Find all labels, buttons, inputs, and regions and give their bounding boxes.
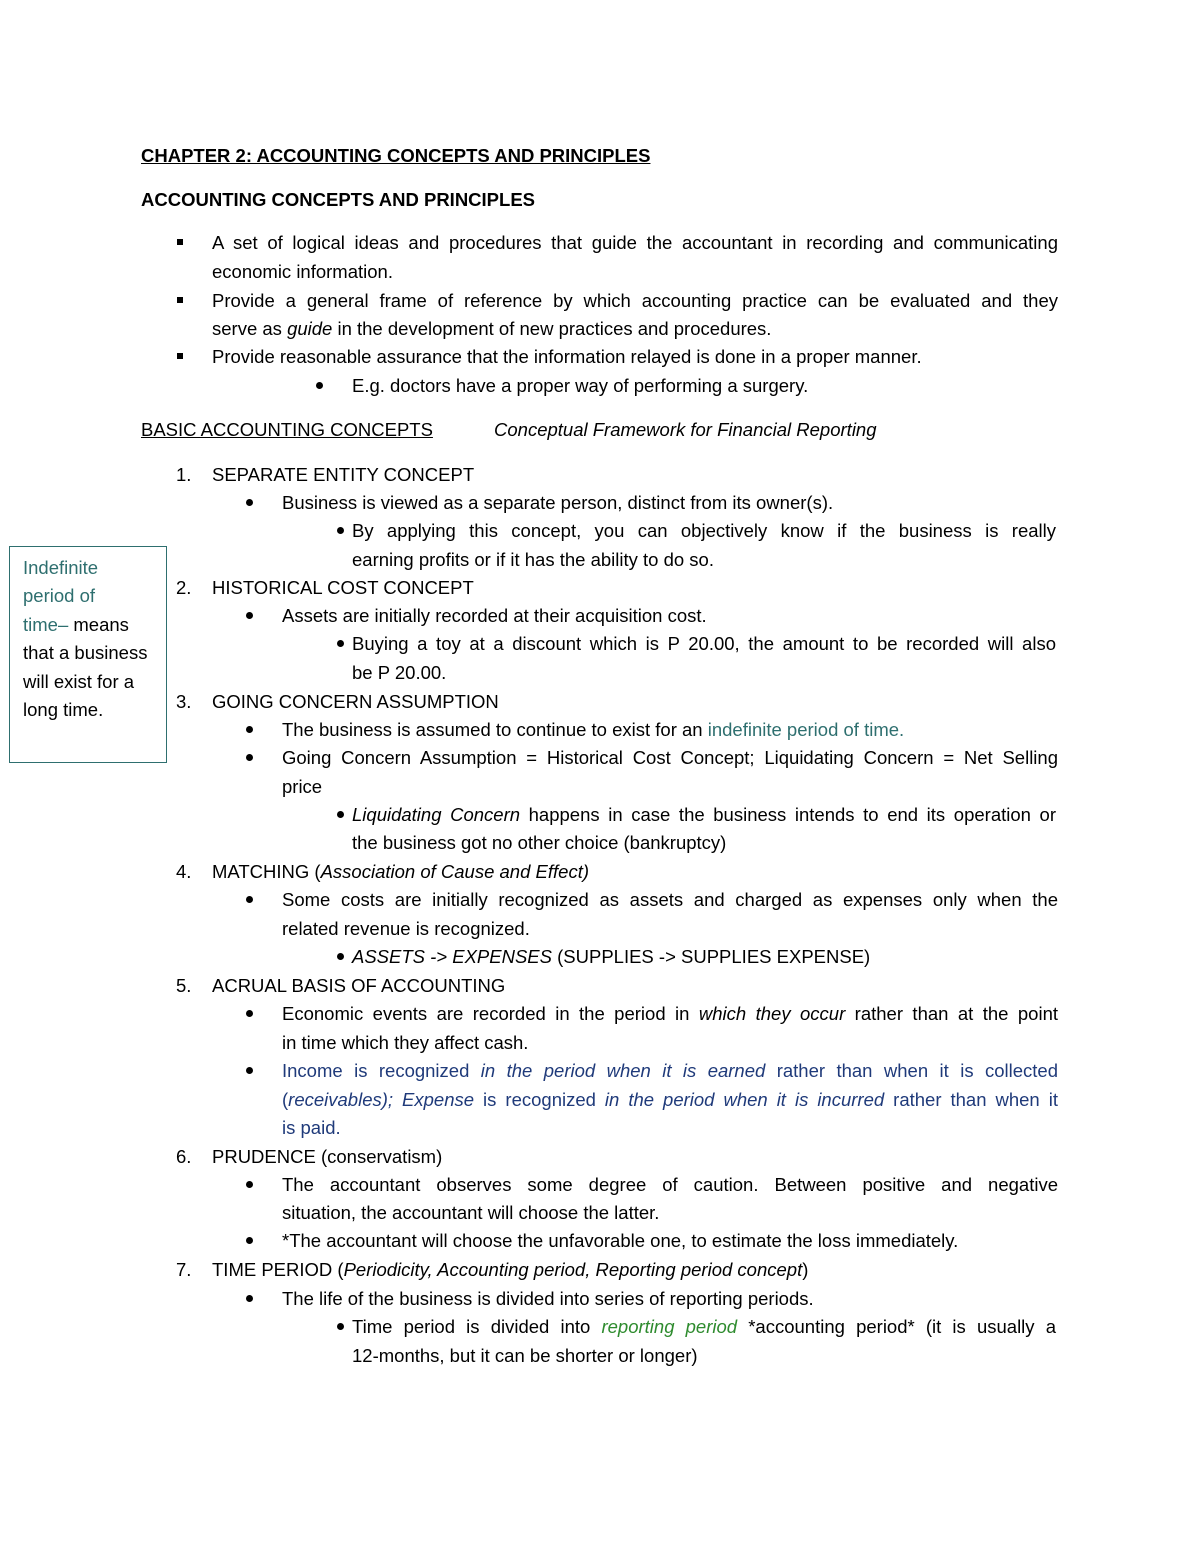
concept-3-bullet-2-line-2: price <box>282 776 323 797</box>
bullet-dot-icon <box>246 726 253 733</box>
list-number: 1. <box>176 464 192 485</box>
concept-6-bullet-1-line-1: The accountant observes some degree of caution. Between positive and negative <box>282 1174 1058 1195</box>
intro-bullet-1-line-2: economic information. <box>212 261 393 282</box>
concept-3-sub-line-1: Liquidating Concern happens in case the business intends to end its operation or <box>352 804 1056 825</box>
concept-1-title: SEPARATE ENTITY CONCEPT <box>212 464 475 485</box>
bullet-dot-icon <box>246 612 253 619</box>
bullet-dot-icon <box>246 1010 253 1017</box>
concept-1-bullet: Business is viewed as a separate person, distinct from its owner(s). <box>282 492 834 513</box>
concept-2-bullet: Assets are initially recorded at their acquisition cost. <box>282 605 707 626</box>
concept-5-bullet-1-line-1: Economic events are recorded in the period in which they occur rather than at the point <box>282 1003 1058 1024</box>
basic-concepts-heading: BASIC ACCOUNTING CONCEPTS <box>141 419 433 440</box>
bullet-dot-icon <box>246 1295 253 1302</box>
side-note-box <box>9 546 167 763</box>
concept-6-bullet-2: *The accountant will choose the unfavorable one, to estimate the loss immediately. <box>282 1230 959 1251</box>
section-heading: ACCOUNTING CONCEPTS AND PRINCIPLES <box>141 189 536 210</box>
bullet-dot-icon <box>246 1181 253 1188</box>
intro-bullet-2-line-1: Provide a general frame of reference by which accounting practice can be evaluated and they <box>212 290 1058 311</box>
concept-4-bullet-line-1: Some costs are initially recognized as assets and charged as expenses only when the <box>282 889 1058 910</box>
square-bullet-icon <box>177 353 183 359</box>
intro-bullet-2-line-2: serve as guide in the development of new practices and procedures. <box>212 318 772 339</box>
bullet-dot-icon <box>337 811 344 818</box>
intro-bullet-3: Provide reasonable assurance that the information relayed is done in a proper manner. <box>212 346 922 367</box>
square-bullet-icon <box>177 239 183 245</box>
bullet-dot-icon <box>246 1067 253 1074</box>
concept-4-sub: ASSETS -> EXPENSES (SUPPLIES -> SUPPLIES EXPENSE) <box>352 946 871 967</box>
bullet-dot-icon <box>337 640 344 647</box>
side-note-line: Indefinite <box>23 557 99 578</box>
concept-7-title: TIME PERIOD (Periodicity, Accounting period, Reporting period concept) <box>212 1259 809 1280</box>
list-number: 5. <box>176 975 192 996</box>
bullet-dot-icon <box>246 754 253 761</box>
list-number: 4. <box>176 861 192 882</box>
bullet-dot-icon <box>316 382 323 389</box>
side-note-line: time– means <box>23 614 129 635</box>
side-note-line: long time. <box>23 699 104 720</box>
bullet-dot-icon <box>337 953 344 960</box>
concept-3-title: GOING CONCERN ASSUMPTION <box>212 691 499 712</box>
concept-7-bullet: The life of the business is divided into series of reporting periods. <box>282 1288 814 1309</box>
concept-7-sub-line-2: 12-months, but it can be shorter or longer) <box>352 1345 698 1366</box>
list-number: 7. <box>176 1259 192 1280</box>
concept-6-bullet-1-line-2: situation, the accountant will choose the latter. <box>282 1202 660 1223</box>
list-number: 6. <box>176 1146 192 1167</box>
concept-2-sub-line-2: be P 20.00. <box>352 662 447 683</box>
concept-3-bullet-1: The business is assumed to continue to exist for an indefinite period of time. <box>282 719 905 740</box>
intro-bullet-1-line-1: A set of logical ideas and procedures that guide the accountant in recording and communicating <box>212 232 1058 253</box>
bullet-dot-icon <box>337 1323 344 1330</box>
bullet-dot-icon <box>337 527 344 534</box>
concept-3-bullet-2-line-1: Going Concern Assumption = Historical Cost Concept; Liquidating Concern = Net Selling <box>282 747 1058 768</box>
chapter-title: CHAPTER 2: ACCOUNTING CONCEPTS AND PRINCIPLES <box>141 145 651 166</box>
concept-2-title: HISTORICAL COST CONCEPT <box>212 577 474 598</box>
concept-1-sub-line-1: By applying this concept, you can objectively know if the business is really <box>352 520 1056 541</box>
intro-bullet-3-sub: E.g. doctors have a proper way of performing a surgery. <box>352 375 809 396</box>
concept-2-sub-line-1: Buying a toy at a discount which is P 20.00, the amount to be recorded will also <box>352 633 1056 654</box>
concept-1-sub-line-2: earning profits or if it has the ability to do so. <box>352 549 714 570</box>
bullet-dot-icon <box>246 499 253 506</box>
side-note-line: will exist for a <box>23 671 135 692</box>
framework-label: Conceptual Framework for Financial Reporting <box>494 419 877 440</box>
bullet-dot-icon <box>246 1237 253 1244</box>
square-bullet-icon <box>177 297 183 303</box>
concept-4-bullet-line-2: related revenue is recognized. <box>282 918 530 939</box>
side-note-line: that a business <box>23 642 148 663</box>
list-number: 3. <box>176 691 192 712</box>
list-number: 2. <box>176 577 192 598</box>
concept-5-bullet-2-line-1: Income is recognized in the period when it is earned rather than when it is collected <box>282 1060 1058 1081</box>
concept-5-title: ACRUAL BASIS OF ACCOUNTING <box>212 975 506 996</box>
concept-5-bullet-2-line-3: is paid. <box>282 1117 341 1138</box>
concept-7-sub-line-1: Time period is divided into reporting period *accounting period* (it is usually a <box>352 1316 1056 1337</box>
concept-4-title: MATCHING (Association of Cause and Effect) <box>212 861 589 882</box>
side-note-line: period of <box>23 585 95 606</box>
concept-3-sub-line-2: the business got no other choice (bankruptcy) <box>352 832 727 853</box>
bullet-dot-icon <box>246 896 253 903</box>
concept-5-bullet-1-line-2: in time which they affect cash. <box>282 1032 529 1053</box>
concept-5-bullet-2-line-2: (receivables); Expense is recognized in the period when it is incurred rather than when it <box>282 1089 1058 1110</box>
concept-6-title: PRUDENCE (conservatism) <box>212 1146 443 1167</box>
